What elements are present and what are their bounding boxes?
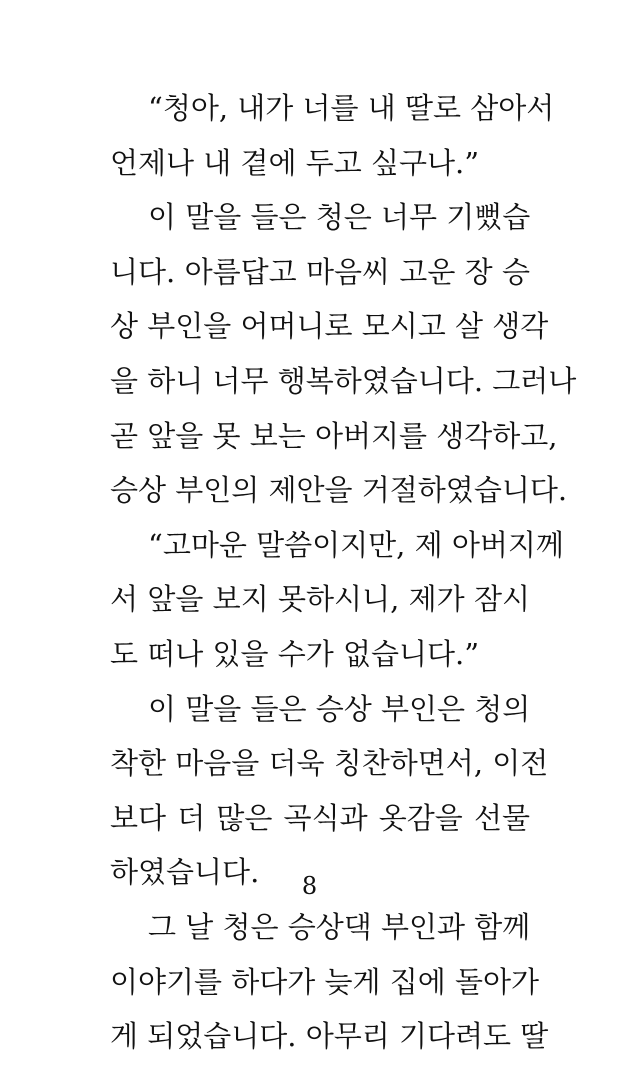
body-text: [110, 86, 577, 1069]
text-line: 상 부인을 어머니로 모시고 살 생각: [110, 309, 549, 344]
text-line: 착한 마음을 더욱 칭찬하면서, 이전: [110, 746, 549, 781]
text-line: 승상 부인의 제안을 거절하였습니다.: [110, 473, 568, 508]
text-line: 도 떠나 있을 수가 없습니다.”: [110, 636, 480, 671]
text-line: 서 앞을 보지 못하시니, 제가 잠시: [110, 582, 530, 617]
text-line: 게 되었습니다. 아무리 기다려도 딸: [110, 1019, 549, 1054]
text-line: 니다. 아름답고 마음씨 고운 장 승: [110, 254, 530, 289]
text-line: “청아, 내가 너를 내 딸로 삼아서: [148, 91, 555, 125]
text-line: 그 날 청은 승상댁 부인과 함께: [148, 909, 531, 944]
text-line: 하였습니다.: [110, 855, 260, 890]
text-line: 보다 더 많은 곡식과 옷감을 선물: [110, 800, 530, 835]
text-line: 이 말을 들은 청은 너무 기뻤습: [148, 200, 531, 235]
text-line: “고마운 말씀이지만, 제 아버지께: [148, 527, 564, 562]
text-line: 곧 앞을 못 보는 아버지를 생각하고,: [110, 418, 558, 453]
text-line: 언제나 내 곁에 두고 싶구나.”: [110, 145, 480, 180]
page-number: 8: [301, 872, 318, 900]
text-line: 이야기를 하다가 늦게 집에 돌아가: [110, 964, 540, 999]
text-line: 이 말을 들은 승상 부인은 청의: [148, 691, 531, 726]
text-line: 을 하니 너무 행복하였습니다. 그러나: [110, 363, 577, 398]
